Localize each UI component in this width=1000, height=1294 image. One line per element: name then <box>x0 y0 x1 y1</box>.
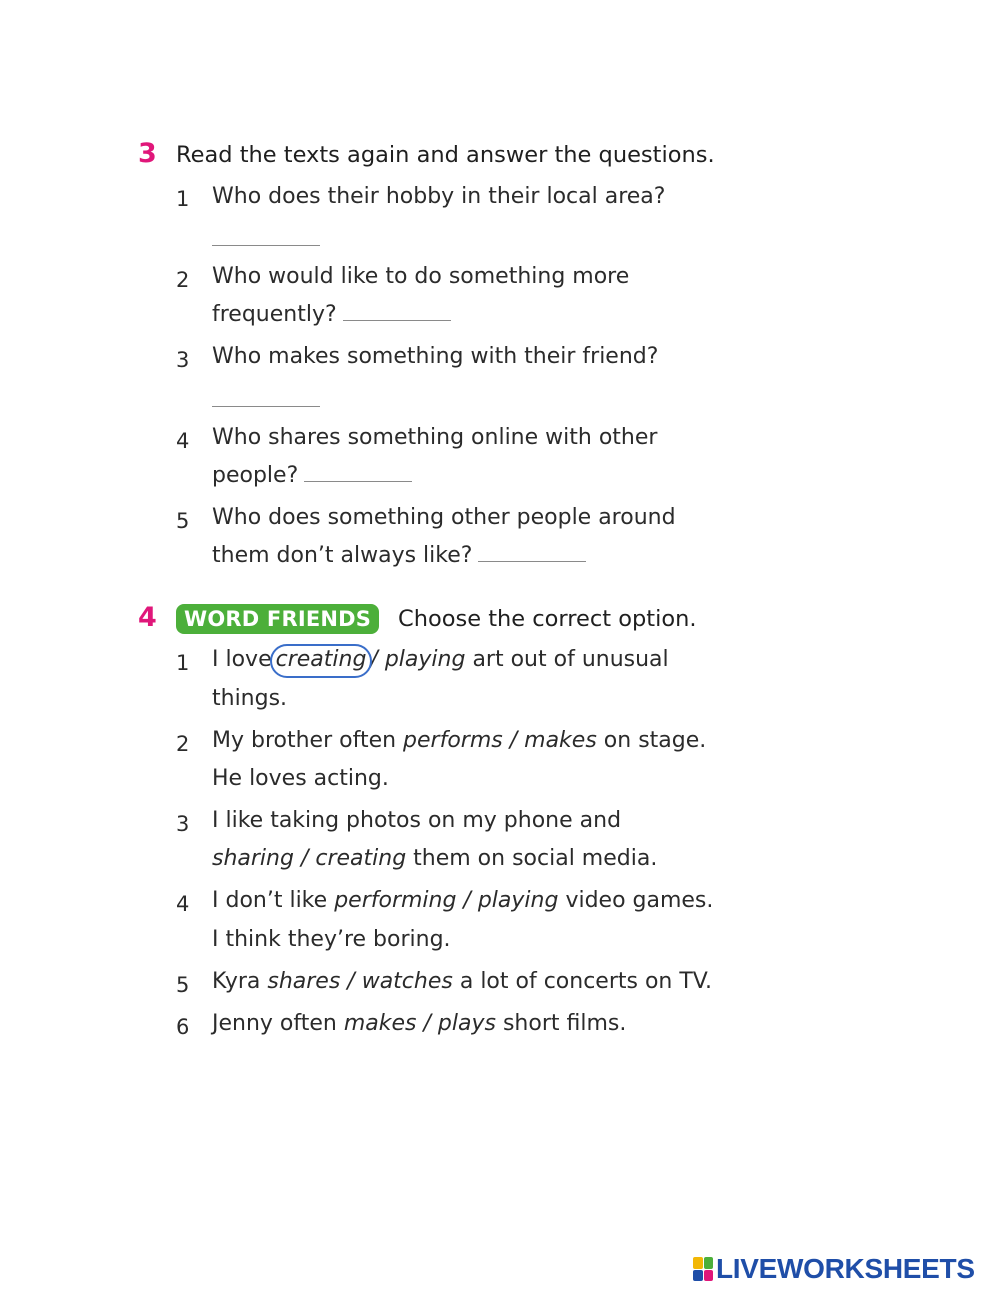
ex3-item-2-text: Who would like to do something more <box>212 264 630 289</box>
ex4-item-3-line-2 <box>212 846 657 871</box>
liveworksheets-logo <box>693 1252 975 1286</box>
ex4-item-2-line-1 <box>212 728 706 753</box>
ex4-item-5-line-1 <box>212 969 712 994</box>
ex3-item-3-number: 3 <box>176 348 190 372</box>
ex4-item-2-text: My brother often <box>212 728 397 753</box>
ex4-item-1-text-rest: art out of unusual <box>472 647 669 672</box>
ex4-item-3-options[interactable]: sharing / creating <box>212 846 407 871</box>
ex3-answer-blank-5[interactable] <box>478 560 586 562</box>
ex4-item-2-options[interactable]: performs / makes <box>403 728 597 753</box>
exercise-3-title: Read the texts again and answer the questions. <box>176 142 715 168</box>
ex4-item-2-number: 2 <box>176 732 190 756</box>
ex3-item-1-text: Who does their hobby in their local area? <box>212 184 666 209</box>
ex4-item-4-text-rest: video games. <box>565 888 714 913</box>
ex4-item-5-options[interactable]: shares / watches <box>267 969 453 994</box>
ex3-item-3-text: Who makes something with their friend? <box>212 344 659 369</box>
ex3-item-5-line-2 <box>212 543 586 568</box>
ex3-item-4-text: Who shares something online with other <box>212 425 658 450</box>
ex4-item-5-text: Kyra <box>212 969 261 994</box>
exercise-4-number: 4 <box>138 602 157 633</box>
ex4-item-4-number: 4 <box>176 892 190 916</box>
ex4-item-5-text-rest: a lot of concerts on TV. <box>459 969 713 994</box>
exercise-4-title: Choose the correct option. <box>398 606 697 632</box>
ex4-item-6-text: Jenny often <box>212 1011 337 1036</box>
exercise-3-number: 3 <box>138 138 157 169</box>
liveworksheets-logo-icon <box>693 1257 713 1281</box>
ex4-item-3-number: 3 <box>176 812 190 836</box>
ex4-item-2-line-2: He loves acting. <box>212 766 389 791</box>
ex3-item-4-number: 4 <box>176 429 190 453</box>
ex4-item-5-number: 5 <box>176 973 190 997</box>
ex3-answer-blank-4[interactable] <box>304 480 412 482</box>
ex4-item-4-text: I don’t like <box>212 888 328 913</box>
ex4-item-6-number: 6 <box>176 1015 190 1039</box>
circled-option-creating[interactable] <box>272 647 371 672</box>
ex4-item-6-options[interactable]: makes / plays <box>343 1011 496 1036</box>
ex4-item-1-line-2: things. <box>212 686 288 711</box>
ex3-answer-blank-1[interactable] <box>212 244 320 246</box>
ex3-item-2-text-cont: frequently? <box>212 302 337 327</box>
ex3-item-5-text: Who does something other people around <box>212 505 676 530</box>
ex4-item-1-number: 1 <box>176 651 190 675</box>
ex4-item-4-line-2: I think they’re boring. <box>212 927 451 952</box>
option-creating: creating <box>275 647 367 672</box>
ex4-item-2-text-rest: on stage. <box>603 728 707 753</box>
ex4-item-4-options[interactable]: performing / playing <box>334 888 559 913</box>
ex4-item-1-line-1 <box>212 647 669 672</box>
ex3-answer-blank-2[interactable] <box>343 319 451 321</box>
ex3-item-5-text-cont: them don’t always like? <box>212 543 473 568</box>
ex3-item-4-text-cont: people? <box>212 463 299 488</box>
ex4-item-6-line-1 <box>212 1011 626 1036</box>
word-friends-badge: WORD FRIENDS <box>176 604 379 634</box>
ex4-item-4-line-1 <box>212 888 713 913</box>
ex4-item-3-text-rest: them on social media. <box>413 846 658 871</box>
ex3-item-2-line-2 <box>212 302 451 327</box>
logo-text: LIVEWORKSHEETS <box>716 1253 975 1284</box>
ex3-item-4-line-2 <box>212 463 412 488</box>
ex4-item-3-line-1: I like taking photos on my phone and <box>212 808 622 833</box>
option-playing[interactable]: playing <box>384 647 466 672</box>
ex4-item-6-text-rest: short films. <box>502 1011 627 1036</box>
ex3-item-2-number: 2 <box>176 268 190 292</box>
ex4-item-1-text: I love <box>212 647 272 672</box>
option-separator: / <box>370 647 378 672</box>
ex3-item-5-number: 5 <box>176 509 190 533</box>
ex3-item-1-number: 1 <box>176 187 190 211</box>
ex3-answer-blank-3[interactable] <box>212 405 320 407</box>
